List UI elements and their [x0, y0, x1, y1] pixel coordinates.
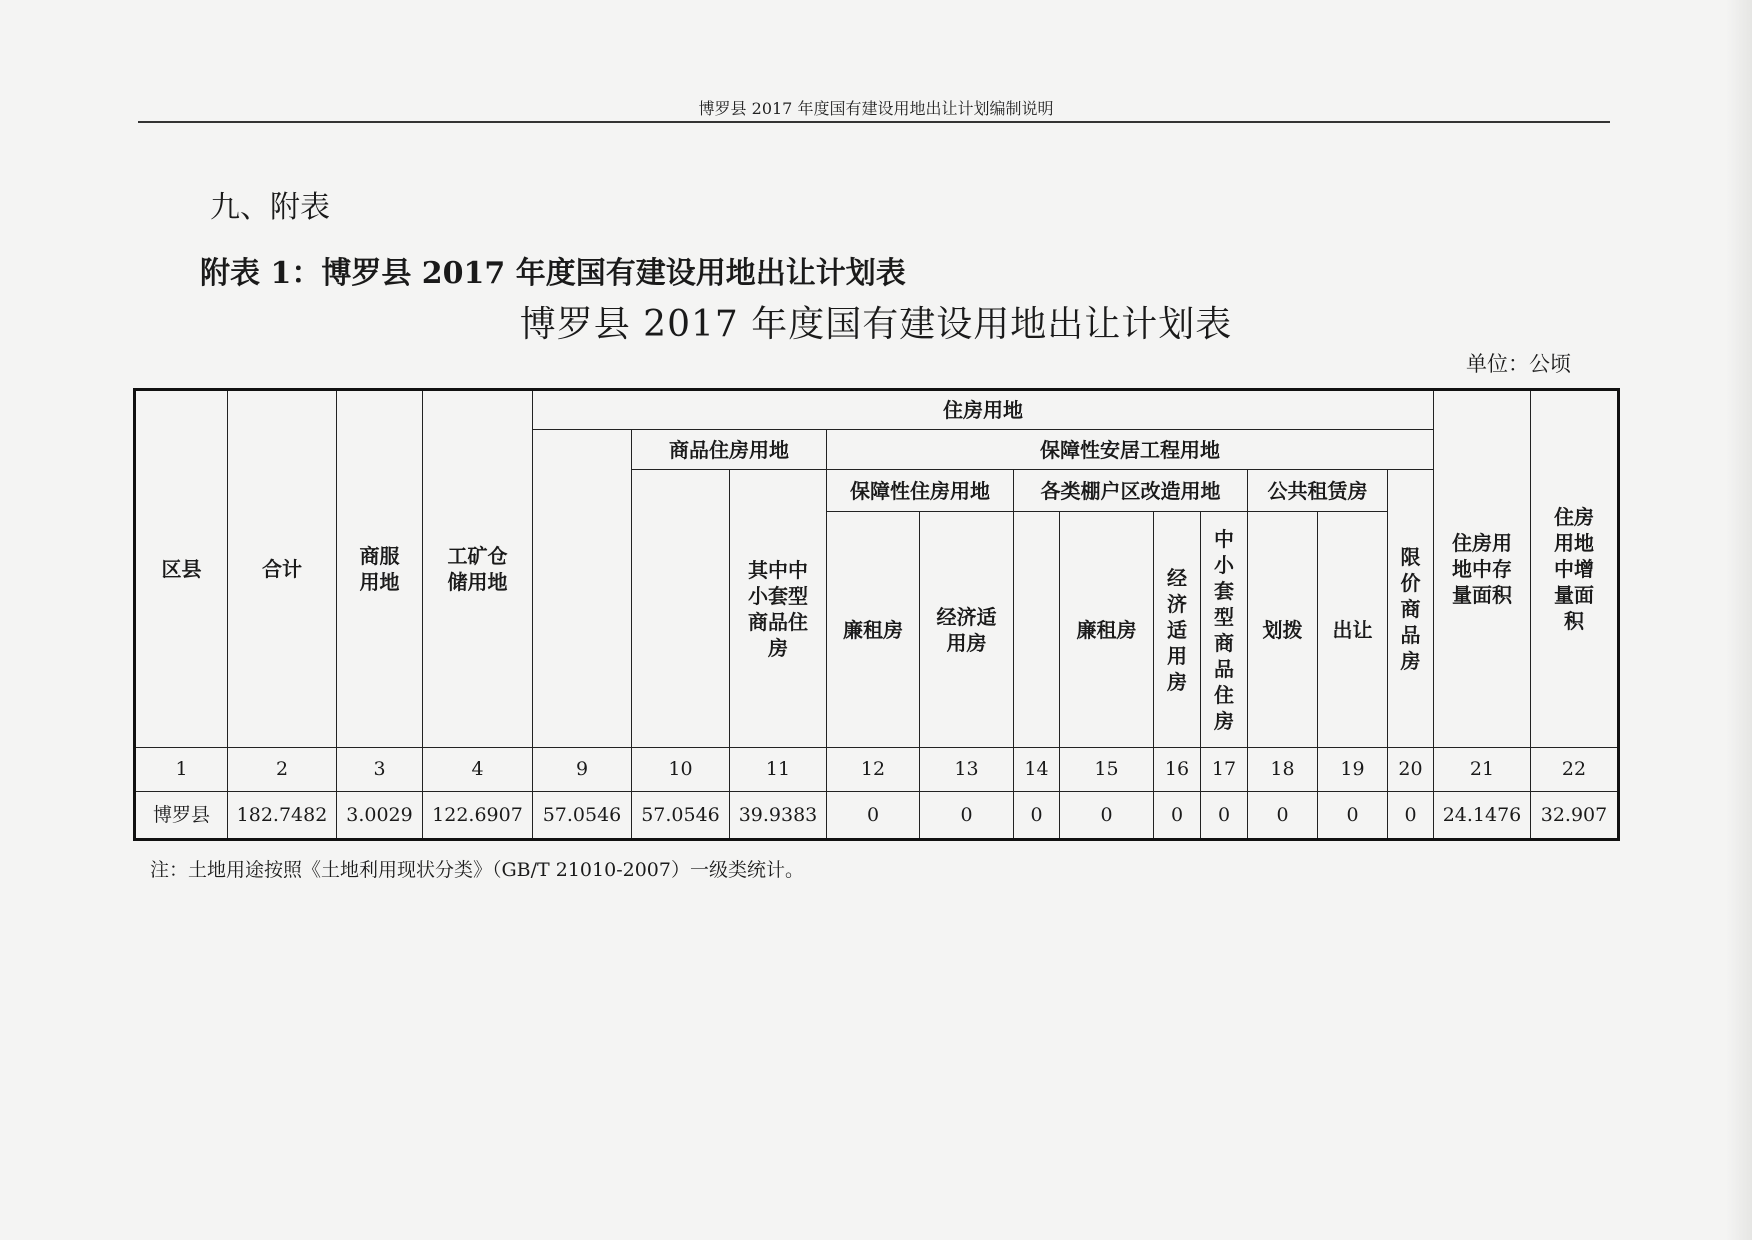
table-cell: 0	[1060, 792, 1154, 840]
column-number-cell: 9	[533, 748, 632, 792]
column-number-cell: 21	[1434, 748, 1531, 792]
table-cell: 0	[827, 792, 920, 840]
header-increment-area	[1531, 390, 1619, 748]
column-number-cell: 4	[423, 748, 533, 792]
unit-label: 单位：公顷	[1466, 352, 1571, 376]
column-number-cell: 22	[1531, 748, 1619, 792]
table-cell: 24.1476	[1434, 792, 1531, 840]
header-low-rent: 廉租房	[827, 512, 920, 748]
header-district: 区县	[135, 390, 228, 748]
page-header: 博罗县 2017 年度国有建设用地出让计划编制说明	[698, 99, 1054, 118]
table-cell: 182.7482	[228, 792, 337, 840]
table-cell: 0	[1318, 792, 1388, 840]
header-commercial	[337, 390, 423, 748]
land-plan-table	[133, 388, 1620, 841]
appendix-title: 附表 1：博罗县 2017 年度国有建设用地出让计划表	[200, 256, 906, 291]
header-total: 合计	[228, 390, 337, 748]
column-number-cell: 11	[730, 748, 827, 792]
header-housing: 住房用地	[533, 390, 1434, 430]
column-number-cell: 19	[1318, 748, 1388, 792]
header-public-rental: 公共租赁房	[1248, 470, 1388, 512]
table-cell: 0	[1388, 792, 1434, 840]
header-affordable-housing: 保障性住房用地	[827, 470, 1014, 512]
header-rule	[138, 121, 1610, 123]
table-row	[135, 792, 1619, 840]
column-number-cell: 18	[1248, 748, 1318, 792]
table-note: 注：土地用途按照《土地利用现状分类》（GB/T 21010-2007）一级类统计。	[150, 859, 804, 881]
header-price-limited-text: 限价商品房	[1400, 544, 1421, 673]
header-allocation: 划拨	[1248, 512, 1318, 748]
header-increment-area-text: 住房用地中增量面积	[1554, 505, 1594, 633]
header-industrial	[423, 390, 533, 748]
table-cell: 0	[1248, 792, 1318, 840]
header-shanty-blank	[1014, 512, 1060, 748]
table-cell: 32.907	[1531, 792, 1619, 840]
table-cell: 博罗县	[135, 792, 228, 840]
column-number-cell: 15	[1060, 748, 1154, 792]
table-cell: 0	[1201, 792, 1248, 840]
column-number-cell: 20	[1388, 748, 1434, 792]
header-shanty-small	[1201, 512, 1248, 748]
column-number-cell: 13	[920, 748, 1014, 792]
section-title: 九、附表	[210, 190, 330, 225]
table-cell: 39.9383	[730, 792, 827, 840]
header-small-commodity-text: 其中中小套型商品住房	[748, 557, 808, 660]
column-number-cell: 16	[1154, 748, 1201, 792]
header-shanty-economic-text: 经济适用房	[1167, 565, 1187, 694]
header-commodity-housing: 商品住房用地	[632, 430, 827, 470]
header-commodity-blank	[632, 470, 730, 748]
header-affordable-project: 保障性安居工程用地	[827, 430, 1434, 470]
table-title: 博罗县 2017 年度国有建设用地出让计划表	[519, 304, 1233, 345]
header-shanty: 各类棚户区改造用地	[1014, 470, 1248, 512]
column-number-cell: 12	[827, 748, 920, 792]
column-number-cell: 10	[632, 748, 730, 792]
table-cell: 0	[1154, 792, 1201, 840]
column-number-cell: 3	[337, 748, 423, 792]
table-cell: 57.0546	[533, 792, 632, 840]
scan-edge	[1726, 0, 1752, 1240]
header-transfer: 出让	[1318, 512, 1388, 748]
header-shanty-economic	[1154, 512, 1201, 748]
header-industrial-text: 工矿仓储用地	[447, 544, 508, 594]
header-stock-area-text: 住房用地中存量面积	[1452, 531, 1512, 607]
header-stock-area	[1434, 390, 1531, 748]
table-cell: 3.0029	[337, 792, 423, 840]
header-housing-total-blank	[533, 430, 632, 748]
column-number-row	[135, 748, 1619, 792]
column-number-cell: 14	[1014, 748, 1060, 792]
table-cell: 0	[1014, 792, 1060, 840]
header-economic	[920, 512, 1014, 748]
header-commercial-text: 商服用地	[359, 544, 400, 594]
header-price-limited	[1388, 470, 1434, 748]
header-small-commodity	[730, 470, 827, 748]
column-number-cell: 2	[228, 748, 337, 792]
table-cell: 57.0546	[632, 792, 730, 840]
header-shanty-low-rent: 廉租房	[1060, 512, 1154, 748]
table-cell: 122.6907	[423, 792, 533, 840]
column-number-cell: 1	[135, 748, 228, 792]
column-number-cell: 17	[1201, 748, 1248, 792]
table-cell: 0	[920, 792, 1014, 840]
header-economic-text: 经济适用房	[936, 604, 997, 655]
header-shanty-small-text: 中小套型商品住房	[1214, 526, 1234, 733]
